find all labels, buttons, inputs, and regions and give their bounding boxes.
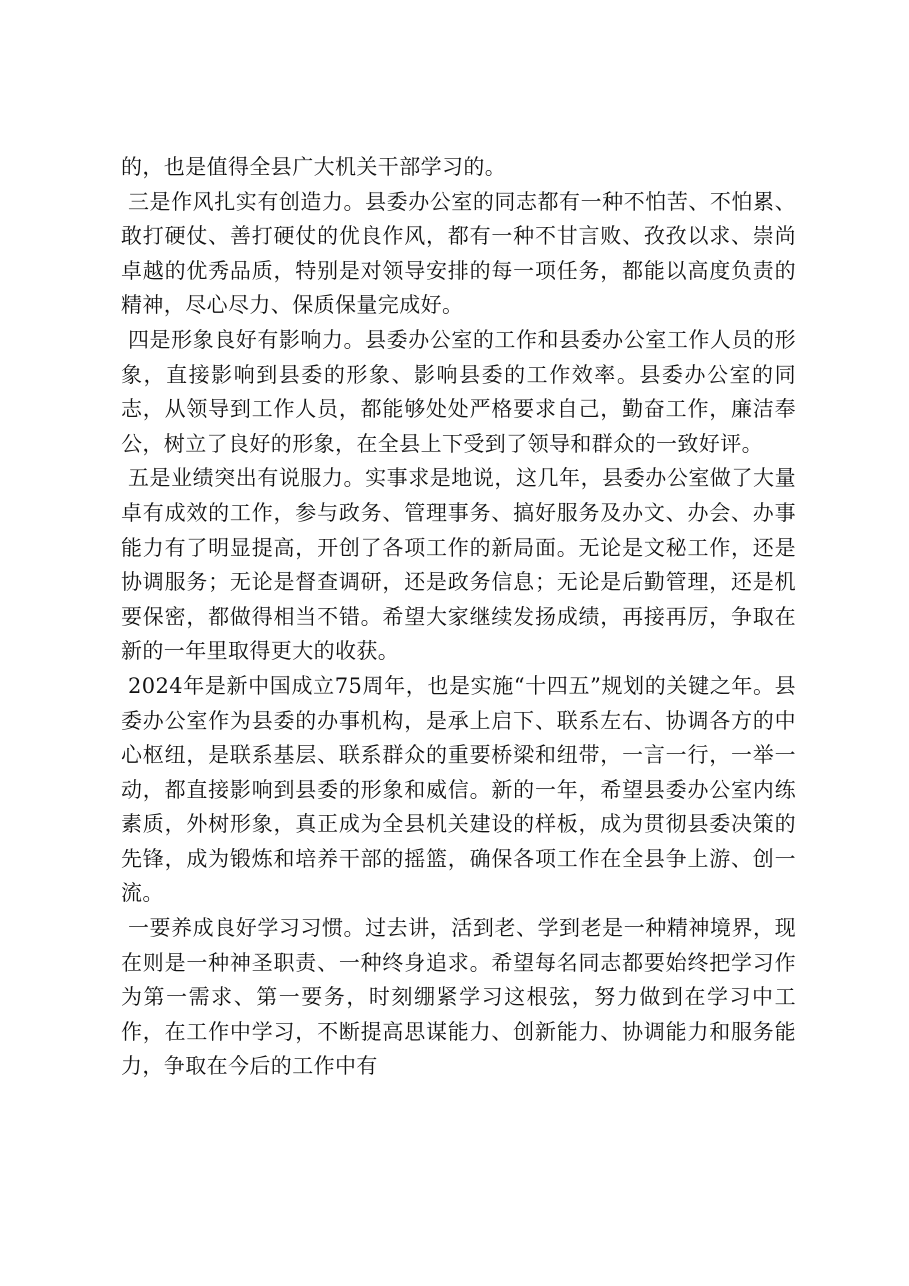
- paragraph-performance-persuasion: 五是业绩突出有说服力。实事求是地说，这几年，县委办公室做了大量卓有成效的工作，参与政务、管理事务、搞好服务及办文、办会、办事能力有了明显提高，开创了各项工作的新局面。无论是文秘工作，还是协调服务；无论是督查调研，还是政务信息；无论是后勤管理，还是机要保密，都做得相当不错。希望大家继续发扬成绩，再接再厉，争取在新的一年里取得更大的收获。: [121, 466, 796, 664]
- paragraph-style-creativity: 三是作风扎实有创造力。县委办公室的同志都有一种不怕苦、不怕累、敢打硬仗、善打硬仗的优良作风，都有一种不甘言败、孜孜以求、崇尚卓越的优秀品质，特别是对领导安排的每一项任务，都能以高度负责的精神，尽心尽力、保质保量完成好。: [121, 189, 796, 318]
- paragraph-learning-habits: 一要养成良好学习习惯。过去讲，活到老、学到老是一种精神境界，现在则是一种神圣职责、一种终身追求。希望每名同志都要始终把学习作为第一需求、第一要务，时刻绷紧学习这根弦，努力做到在学习中工作，在工作中学习，不断提高思谋能力、创新能力、协调能力和服务能力，争取在今后的工作中有: [121, 916, 796, 1079]
- document-body: [121, 150, 796, 1084]
- paragraph-image-influence: 四是形象良好有影响力。县委办公室的工作和县委办公室工作人员的形象，直接影响到县委的形象、影响县委的工作效率。县委办公室的同志，从领导到工作人员，都能够处处严格要求自己，勤奋工作，廉洁奉公，树立了良好的形象，在全县上下受到了领导和群众的一致好评。: [121, 327, 796, 456]
- paragraph-continuation: 的，也是值得全县广大机关干部学习的。: [121, 155, 507, 179]
- paragraph-2024-outlook: 2024年是新中国成立75周年，也是实施“十四五”规划的关键之年。县委办公室作为县委的办事机构，是承上启下、联系左右、协调各方的中心枢纽，是联系基层、联系群众的重要桥梁和纽带，一言一行，一举一动，都直接影响到县委的形象和威信。新的一年，希望县委办公室内练素质，外树形象，真正成为全县机关建设的样板，成为贯彻县委决策的先锋，成为锻炼和培养干部的摇篮，确保各项工作在全县争上游、创一流。: [121, 673, 796, 906]
